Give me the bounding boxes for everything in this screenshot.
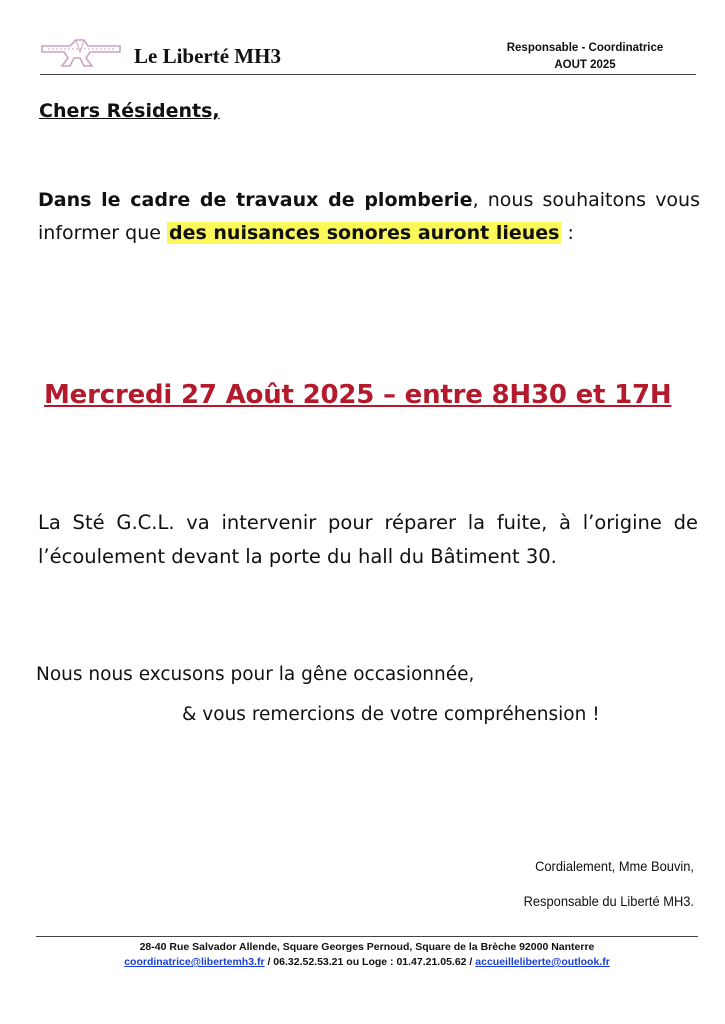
footer-contact [36, 955, 698, 970]
intro-end: : [561, 222, 574, 244]
footer-divider [36, 936, 698, 937]
header-period: AOUT 2025 [554, 59, 616, 71]
header-divider [40, 74, 696, 75]
body-paragraph: La Sté G.C.L. va intervenir pour réparer la fuite, à l’origine de l’écoulement devant la porte du hall du Bâtiment 30. [38, 511, 698, 568]
header-role-block [490, 40, 680, 74]
coordinator-email-link[interactable]: coordinatrice@libertemh3.fr [124, 956, 265, 968]
brand-name: Le Liberté MH3 [134, 44, 281, 68]
signature-line-2: Responsable du Liberté MH3. [523, 893, 694, 909]
reception-email-link[interactable]: accueilleliberte@outlook.fr [475, 956, 610, 968]
header-role: Responsable - Coordinatrice [506, 42, 664, 54]
greeting: Chers Résidents, [39, 100, 220, 122]
date-heading: Mercredi 27 Août 2025 – entre 8H30 et 17H [44, 380, 672, 410]
footer-address: 28-40 Rue Salvador Allende, Square Georges Pernoud, Square de la Brèche 92000 Nanterre [139, 941, 595, 953]
signature-line-1: Cordialement, Mme Bouvin, [535, 858, 694, 874]
footer-phones: / 06.32.52.53.21 ou Loge : 01.47.21.05.62 / [264, 956, 476, 968]
intro-bold: Dans le cadre de travaux de plomberie [38, 189, 473, 211]
apology-line-1: Nous nous excusons pour la gêne occasionnée, [36, 664, 475, 685]
residence-logo [40, 36, 122, 70]
apology-line-2: & vous remercions de votre compréhension ! [182, 704, 600, 725]
intro-normal: , nous souhaitons vous informer que [38, 189, 700, 244]
intro-highlight: des nuisances sonores auront lieues [169, 222, 560, 244]
intro-paragraph [38, 184, 700, 250]
